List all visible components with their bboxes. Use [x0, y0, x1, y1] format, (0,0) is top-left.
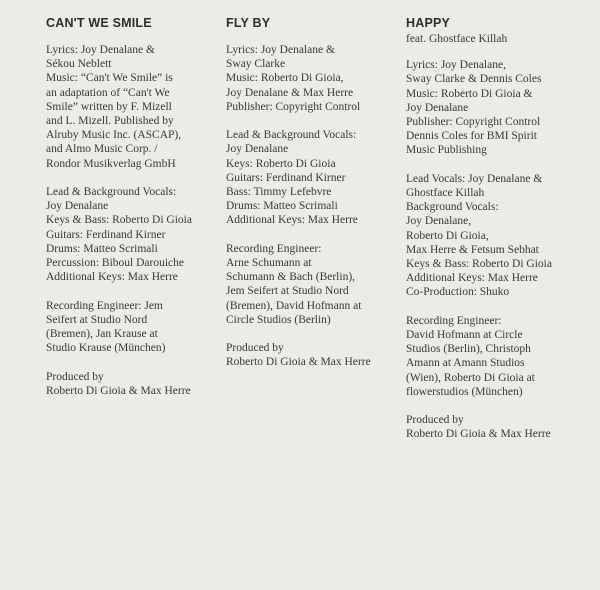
credits-body [226, 43, 396, 370]
song-column-fly-by [226, 15, 396, 370]
song-title: HAPPY [406, 16, 451, 30]
song-column-happy [406, 15, 591, 442]
song-title: FLY BY [226, 16, 271, 30]
credits-paragraph: Lead Vocals: Joy Denalane & Ghostface Killah Background Vocals: Joy Denalane, Roberto Di Gioia, Max Herre & Fetsum Sebhat Keys & Bass: Roberto Di Gioia Additional Keys: Max Herre Co-Production: Shuko [406, 172, 552, 299]
credits-paragraph: Lead & Background Vocals: Joy Denalane Keys & Bass: Roberto Di Gioia Guitars: Ferdinand Kirner Drums: Matteo Scrimali Percussion: Biboul Darouiche Additional Keys: Max Herre [46, 186, 192, 284]
credits-paragraph: Produced by Roberto Di Gioia & Max Herre [226, 342, 371, 369]
credits-paragraph: Produced by Roberto Di Gioia & Max Herre [406, 414, 551, 441]
credits-paragraph: Lead & Background Vocals: Joy Denalane Keys: Roberto Di Gioia Guitars: Ferdinand Kirner Bass: Timmy Lefebvre Drums: Matteo Scrimali Additional Keys: Max Herre [226, 129, 358, 227]
credits-paragraph: Recording Engineer: David Hofmann at Circle Studios (Berlin), Christoph Amann at Amann Studios (Wien), Roberto Di Gioia at flowerstudios (München) [406, 314, 535, 398]
credits-body [46, 43, 216, 398]
song-title: CAN'T WE SMILE [46, 16, 152, 30]
credits-paragraph: Produced by Roberto Di Gioia & Max Herre [46, 370, 191, 397]
credits-paragraph: Lyrics: Joy Denalane & Sékou Neblett Music: “Can't We Smile” is an adaptation of “Can't We Smile” written by F. Mizell and L. Mizell. Published by Alruby Music Inc. (ASCAP), and Almo Music Corp. / Rondor Musikverlag GmbH [46, 44, 182, 170]
credits-body [406, 58, 591, 441]
song-column-cant-we-smile [46, 15, 216, 398]
credits-paragraph: Recording Engineer: Jem Seifert at Studio Nord (Bremen), Jan Krause at Studio Krause (München) [46, 299, 166, 355]
song-featuring: feat. Ghostface Killah [406, 33, 508, 45]
credits-paragraph: Lyrics: Joy Denalane & Sway Clarke Music: Roberto Di Gioia, Joy Denalane & Max Herre Publisher: Copyright Control [226, 44, 361, 113]
credits-paragraph: Lyrics: Joy Denalane, Sway Clarke & Dennis Coles Music: Roberto Di Gioia & Joy Denalane Publisher: Copyright Control Dennis Coles for BMI Spirit Music Publishing [406, 59, 542, 157]
credits-paragraph: Recording Engineer: Arne Schumann at Schumann & Bach (Berlin), Jem Seifert at Studio Nord (Bremen), David Hofmann at Circle Studios (Berlin) [226, 242, 362, 326]
